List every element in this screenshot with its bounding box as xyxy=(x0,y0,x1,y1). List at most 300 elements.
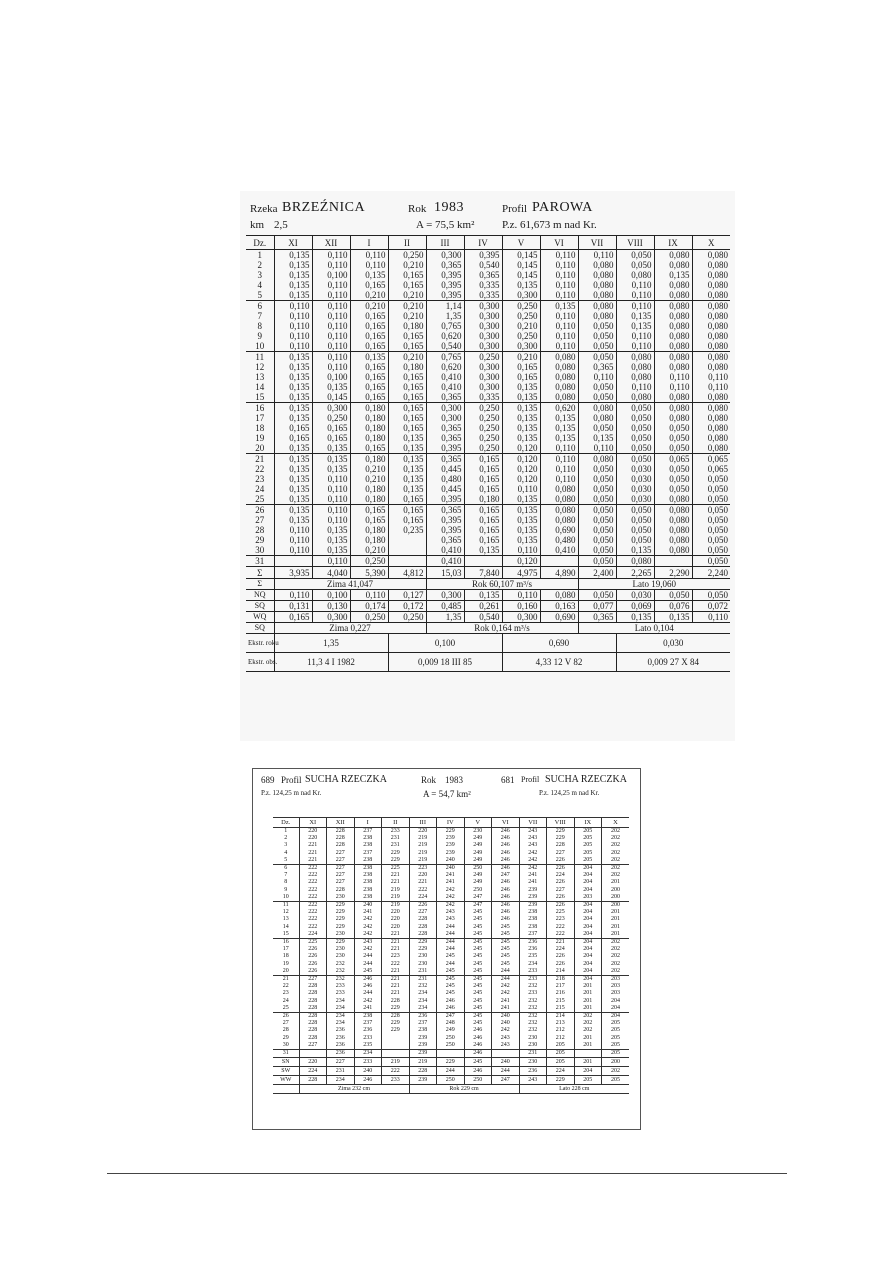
table-cell: 221 xyxy=(382,939,410,947)
table-row xyxy=(273,902,629,910)
table-cell: 0,076 xyxy=(654,601,692,612)
table-cell: 222 xyxy=(299,894,327,902)
table-cell: 0,410 xyxy=(426,372,464,382)
spacer-cell xyxy=(273,1085,299,1094)
table-cell: 0,110 xyxy=(578,443,616,454)
profile-label: Profil xyxy=(502,203,528,215)
table-cell: 201 xyxy=(574,990,602,997)
table-cell: 1,35 xyxy=(274,634,388,653)
table-cell: 0,300 xyxy=(464,321,502,331)
table-cell: 8 xyxy=(284,879,288,886)
table-row xyxy=(246,290,730,301)
table-cell: 231 xyxy=(519,1050,547,1058)
table-cell: 223 xyxy=(382,953,410,960)
table-cell: 0,050 xyxy=(578,464,616,474)
table-cell: 214 xyxy=(547,968,575,976)
table-cell: 0,250 xyxy=(388,612,426,623)
table-cell: 0,080 xyxy=(654,260,692,270)
table-cell: Rok 229 cm xyxy=(409,1085,519,1094)
table-cell: 246 xyxy=(492,850,520,857)
table-cell: 0,135 xyxy=(654,612,692,623)
table-cell: 233 xyxy=(327,983,355,990)
table-cell: 224 xyxy=(547,946,575,953)
table-cell: 0,080 xyxy=(692,280,730,290)
table-row xyxy=(246,331,730,341)
table-cell: 0,050 xyxy=(616,454,654,465)
profile-left-name: SUCHA RZECZKA xyxy=(305,774,387,785)
table-cell: 5,390 xyxy=(350,567,388,579)
table-cell: SQ xyxy=(246,623,274,634)
table-cell: 245 xyxy=(464,1020,492,1027)
table-cell: 246 xyxy=(492,902,520,910)
table-cell: Σ xyxy=(246,579,274,590)
table-cell: 0,050 xyxy=(616,443,654,454)
table-cell: 228 xyxy=(409,916,437,923)
table-cell: 226 xyxy=(547,857,575,865)
table-cell: 0,050 xyxy=(578,341,616,352)
table-cell: 1,35 xyxy=(426,311,464,321)
table-cell: 220 xyxy=(382,909,410,916)
table-cell: 229 xyxy=(327,916,355,923)
table-cell: 246 xyxy=(464,1027,492,1034)
table-cell: 221 xyxy=(382,976,410,984)
year2-label: Rok xyxy=(421,775,437,785)
table-cell: 226 xyxy=(299,968,327,976)
table-cell: 0,080 xyxy=(616,270,654,280)
table-cell: 0,080 xyxy=(692,311,730,321)
table-row xyxy=(273,924,629,931)
table-cell: 239 xyxy=(519,887,547,894)
table-cell: 229 xyxy=(327,924,355,931)
table-cell: 250 xyxy=(464,1076,492,1085)
table-cell: 0,050 xyxy=(578,505,616,516)
table-cell: 245 xyxy=(492,961,520,968)
table-cell: 2,265 xyxy=(616,567,654,579)
table-cell: 233 xyxy=(519,968,547,976)
table-cell: 229 xyxy=(382,1027,410,1034)
table-cell: 228 xyxy=(299,1020,327,1027)
profile-right-label: Profil xyxy=(521,775,540,784)
code-right: 681 xyxy=(501,775,515,785)
table-cell: 224 xyxy=(547,872,575,879)
table-cell: Zima 232 cm xyxy=(299,1085,409,1094)
table-cell: 239 xyxy=(519,894,547,902)
table-cell: 221 xyxy=(382,931,410,939)
table-cell: 224 xyxy=(299,931,327,939)
table-cell: 229 xyxy=(437,828,465,836)
table-cell: 234 xyxy=(327,998,355,1005)
table-cell: 0,080 xyxy=(654,311,692,321)
table-cell: 242 xyxy=(492,990,520,997)
table-cell: 0,050 xyxy=(578,484,616,494)
table-cell: 0,131 xyxy=(274,601,312,612)
table-cell: 0,110 xyxy=(502,590,540,601)
table-cell: 239 xyxy=(409,1035,437,1042)
table-cell: 18 xyxy=(282,953,289,960)
column-header: I xyxy=(350,236,388,250)
table-cell: 0,110 xyxy=(616,301,654,312)
table-cell: 0,165 xyxy=(350,362,388,372)
table-cell: 0,300 xyxy=(464,331,502,341)
table-cell: 246 xyxy=(492,887,520,894)
table-cell: 248 xyxy=(437,1020,465,1027)
table-cell: 0,165 xyxy=(350,372,388,382)
table-cell: 4,975 xyxy=(502,567,540,579)
table-cell: 0,135 xyxy=(274,443,312,454)
table-cell: 0,163 xyxy=(540,601,578,612)
table-cell: 230 xyxy=(519,1042,547,1050)
table-row xyxy=(246,413,730,423)
table-cell: 245 xyxy=(464,909,492,916)
table-cell: 0,165 xyxy=(350,341,388,352)
table-cell: 0,110 xyxy=(312,352,350,363)
table-cell: 249 xyxy=(464,835,492,842)
table-cell: 239 xyxy=(437,835,465,842)
table-cell: 226 xyxy=(299,953,327,960)
table-cell: 243 xyxy=(492,1035,520,1042)
table-cell xyxy=(654,556,692,567)
table-cell: 9 xyxy=(257,331,262,341)
table-row xyxy=(273,983,629,990)
table-cell: 204 xyxy=(574,946,602,953)
wq-row xyxy=(246,612,730,623)
table-cell: 244 xyxy=(437,961,465,968)
table-row xyxy=(273,909,629,916)
table-cell: 202 xyxy=(602,968,630,976)
table-cell: 0,080 xyxy=(692,433,730,443)
column-header: IX xyxy=(574,818,602,828)
table-cell: 0,080 xyxy=(692,341,730,352)
table-cell: 0,165 xyxy=(274,612,312,623)
table-cell: 226 xyxy=(299,961,327,968)
table-cell: 246 xyxy=(464,1050,492,1058)
table-cell: 0,540 xyxy=(464,612,502,623)
table-cell: 236 xyxy=(327,1050,355,1058)
table-cell: 241 xyxy=(492,998,520,1005)
table-cell: 239 xyxy=(437,850,465,857)
table-cell: 0,135 xyxy=(274,484,312,494)
table-cell: 0,135 xyxy=(616,545,654,556)
table-cell: 0,165 xyxy=(502,372,540,382)
table-cell: 0,110 xyxy=(540,311,578,321)
table-cell: 0,300 xyxy=(426,403,464,414)
table-row xyxy=(273,835,629,842)
table-cell: 202 xyxy=(574,1027,602,1034)
table-cell: 0,165 xyxy=(464,454,502,465)
table-cell: 0,030 xyxy=(616,634,730,653)
table-cell: 0,300 xyxy=(426,590,464,601)
table-cell: 243 xyxy=(354,939,382,947)
table-cell: 0,180 xyxy=(350,423,388,433)
table-cell: 0,210 xyxy=(388,260,426,270)
table-cell: 4,33 12 V 82 xyxy=(502,653,616,672)
table-cell: 11 xyxy=(255,352,265,362)
table-cell: 5 xyxy=(246,290,274,301)
table-cell: 221 xyxy=(299,857,327,865)
table-cell: 219 xyxy=(382,1058,410,1067)
table-cell: 0,540 xyxy=(464,260,502,270)
table-cell: 0,135 xyxy=(388,433,426,443)
table-cell: 226 xyxy=(547,961,575,968)
table-cell: 245 xyxy=(492,924,520,931)
table-cell: 237 xyxy=(354,828,382,836)
sum-row xyxy=(246,567,730,579)
table-cell: 0,165 xyxy=(388,403,426,414)
table-cell: 1,35 xyxy=(426,612,464,623)
table-row xyxy=(273,1013,629,1021)
table-cell: 246 xyxy=(437,1005,465,1013)
table-cell: 0,110 xyxy=(616,290,654,301)
table-cell: 0,080 xyxy=(578,311,616,321)
table-cell: 205 xyxy=(547,1042,575,1050)
pz-left: P.z. 124,25 m nad Kr. xyxy=(261,789,322,797)
table-cell: 238 xyxy=(354,835,382,842)
table-cell: 0,110 xyxy=(312,494,350,505)
table-cell: 245 xyxy=(437,968,465,976)
table-cell: 0,080 xyxy=(654,362,692,372)
km-label: km xyxy=(250,219,265,231)
table-cell: 238 xyxy=(354,879,382,886)
table-cell: 222 xyxy=(547,924,575,931)
table-row xyxy=(246,443,730,454)
table-cell: 0,250 xyxy=(464,413,502,423)
table-cell: 0,110 xyxy=(312,311,350,321)
year2-value: 1983 xyxy=(445,775,463,785)
table-cell: 0,180 xyxy=(388,321,426,331)
table-cell: 221 xyxy=(299,850,327,857)
table-cell: 221 xyxy=(382,879,410,886)
table-cell: 18 xyxy=(255,423,265,433)
ekstr-obs-row xyxy=(246,653,730,672)
table-cell: 0,110 xyxy=(540,290,578,301)
table-cell: 0,080 xyxy=(654,545,692,556)
table-cell: 238 xyxy=(354,872,382,879)
table-cell: 237 xyxy=(409,1020,437,1027)
table-cell: 0,080 xyxy=(654,413,692,423)
table-cell: 0,135 xyxy=(274,250,312,261)
table-cell: 244 xyxy=(354,961,382,968)
table-cell: 0,050 xyxy=(616,505,654,516)
table-cell: 229 xyxy=(437,1058,465,1067)
table-cell: 223 xyxy=(409,865,437,873)
table-cell: 0,080 xyxy=(692,270,730,280)
table-row xyxy=(273,842,629,849)
table-cell: 0,165 xyxy=(464,464,502,474)
column-header: II xyxy=(382,818,410,828)
table-cell: 243 xyxy=(519,1076,547,1085)
table-cell: 0,395 xyxy=(426,280,464,290)
table-cell: 0,165 xyxy=(464,505,502,516)
table-cell: 233 xyxy=(519,976,547,984)
table-cell: 0,210 xyxy=(350,545,388,556)
table-cell: 0,080 xyxy=(578,290,616,301)
table-cell: 232 xyxy=(327,976,355,984)
pz-value: P.z. 61,673 m nad Kr. xyxy=(502,219,597,231)
table-cell: 26 xyxy=(282,1013,289,1020)
table-cell: 238 xyxy=(519,916,547,923)
table-cell: 234 xyxy=(327,1005,355,1013)
table-cell: 0,135 xyxy=(502,525,540,535)
table-cell: 228 xyxy=(382,1013,410,1021)
table-cell: 0,050 xyxy=(578,331,616,341)
table-cell: 244 xyxy=(354,990,382,997)
table-cell: 0,080 xyxy=(654,301,692,312)
table-cell: 0,110 xyxy=(654,372,692,382)
table-cell: 245 xyxy=(464,968,492,976)
table-cell: 0,135 xyxy=(274,280,312,290)
table-row xyxy=(273,931,629,939)
table-row xyxy=(246,464,730,474)
table-cell: 215 xyxy=(547,998,575,1005)
table-cell: 0,080 xyxy=(654,515,692,525)
table-cell: 229 xyxy=(382,857,410,865)
table-cell: 236 xyxy=(519,939,547,947)
table-cell: 0,080 xyxy=(654,403,692,414)
table-cell: 20 xyxy=(246,443,274,454)
table-row xyxy=(246,433,730,443)
table-cell: 204 xyxy=(574,976,602,984)
table-cell: 0,050 xyxy=(692,545,730,556)
table-cell: 242 xyxy=(354,946,382,953)
table-cell xyxy=(388,545,426,556)
table-cell: 244 xyxy=(437,939,465,947)
table-cell: 204 xyxy=(574,939,602,947)
table-cell: 244 xyxy=(354,953,382,960)
table-cell: 7 xyxy=(284,872,288,879)
table-cell: 0,110 xyxy=(350,590,388,601)
column-header: XII xyxy=(312,236,350,250)
water-level-table xyxy=(273,817,629,1094)
table-row xyxy=(273,857,629,865)
table-cell: 236 xyxy=(327,1042,355,1050)
nq-row xyxy=(246,590,730,601)
table-cell: 0,050 xyxy=(616,260,654,270)
column-header: VII xyxy=(578,236,616,250)
table-cell: 0,165 xyxy=(350,280,388,290)
table-cell: Lato 19,060 xyxy=(578,579,730,590)
table-cell: 0,135 xyxy=(502,535,540,545)
table-cell: 0,080 xyxy=(654,290,692,301)
table-cell: 0,135 xyxy=(654,270,692,280)
table-cell: 0,050 xyxy=(578,535,616,545)
table-cell: 0,250 xyxy=(350,612,388,623)
table-row xyxy=(246,260,730,270)
table-cell xyxy=(464,556,502,567)
table-cell: Zima 0,227 xyxy=(274,623,426,634)
table-cell: 0,300 xyxy=(312,612,350,623)
table-cell: 229 xyxy=(382,1005,410,1013)
table-cell: 203 xyxy=(574,894,602,902)
table-cell: 0,365 xyxy=(426,392,464,403)
table-row xyxy=(273,976,629,984)
table-cell: 0,135 xyxy=(274,290,312,301)
table-cell xyxy=(274,556,312,567)
table-row xyxy=(246,423,730,433)
table-cell: 29 xyxy=(255,535,265,545)
table-row xyxy=(273,865,629,873)
table-cell: 0,110 xyxy=(312,331,350,341)
table-cell: 0,050 xyxy=(578,392,616,403)
table-cell: Zima 41,047 xyxy=(274,579,426,590)
table-cell: 0,065 xyxy=(654,454,692,465)
table-row xyxy=(273,1027,629,1034)
table-cell: 245 xyxy=(464,916,492,923)
km-value: 2,5 xyxy=(274,219,288,231)
table-cell: 243 xyxy=(437,909,465,916)
table-cell: 0,050 xyxy=(578,494,616,505)
table-cell: 227 xyxy=(327,1058,355,1067)
table-cell: 229 xyxy=(409,939,437,947)
table-cell: 201 xyxy=(602,916,630,923)
table-cell: 215 xyxy=(547,1005,575,1013)
table-cell: 244 xyxy=(437,1067,465,1076)
table-cell: 212 xyxy=(547,1027,575,1034)
table-cell: 0,050 xyxy=(654,423,692,433)
table-cell: 202 xyxy=(602,1067,630,1076)
table-row xyxy=(246,321,730,331)
table-cell: 7,840 xyxy=(464,567,502,579)
table-cell: 0,080 xyxy=(654,505,692,516)
table-cell: 0,410 xyxy=(540,545,578,556)
table-cell: 221 xyxy=(299,842,327,849)
table-cell: 228 xyxy=(547,842,575,849)
table-cell: 0,145 xyxy=(502,250,540,261)
table-cell xyxy=(540,556,578,567)
table-cell: 0,110 xyxy=(274,590,312,601)
table-cell: 230 xyxy=(327,931,355,939)
table-cell: 243 xyxy=(519,835,547,842)
table-cell: 0,335 xyxy=(464,290,502,301)
table-cell: 0,300 xyxy=(464,301,502,312)
table-cell: 233 xyxy=(354,1058,382,1067)
table-cell: 0,080 xyxy=(654,341,692,352)
table-cell: 235 xyxy=(354,1042,382,1050)
table-cell: 0,165 xyxy=(350,505,388,516)
table-cell: 229 xyxy=(547,828,575,836)
table-cell: 0,050 xyxy=(692,556,730,567)
table-cell: 227 xyxy=(327,850,355,857)
table-cell: 229 xyxy=(327,909,355,916)
table-cell: 222 xyxy=(299,909,327,916)
table-cell: 236 xyxy=(519,946,547,953)
table-cell: 0,080 xyxy=(578,260,616,270)
table-cell: 244 xyxy=(437,946,465,953)
year-label: Rok xyxy=(408,203,427,215)
table-row xyxy=(246,352,730,363)
table-cell: 0,210 xyxy=(388,290,426,301)
table-cell: 0,165 xyxy=(350,321,388,331)
table-cell: 0,300 xyxy=(464,372,502,382)
table-cell: 0,165 xyxy=(312,423,350,433)
table-cell: 0,050 xyxy=(654,433,692,443)
table-cell: 219 xyxy=(382,902,410,910)
table-cell: 246 xyxy=(492,835,520,842)
table-cell: 249 xyxy=(437,1027,465,1034)
table-cell: 0,395 xyxy=(426,515,464,525)
table-cell: 202 xyxy=(574,1020,602,1027)
table-cell: 232 xyxy=(519,1005,547,1013)
table-cell xyxy=(299,1050,327,1058)
table-cell: 231 xyxy=(409,968,437,976)
table-cell: 205 xyxy=(602,1050,630,1058)
table-cell: 200 xyxy=(602,1058,630,1067)
table-cell: 205 xyxy=(602,1027,630,1034)
table-cell: 0,120 xyxy=(502,474,540,484)
table-cell: 245 xyxy=(464,931,492,939)
table-cell: 27 xyxy=(282,1020,289,1027)
table-cell: 0,165 xyxy=(388,413,426,423)
table-cell: 0,080 xyxy=(692,250,730,261)
